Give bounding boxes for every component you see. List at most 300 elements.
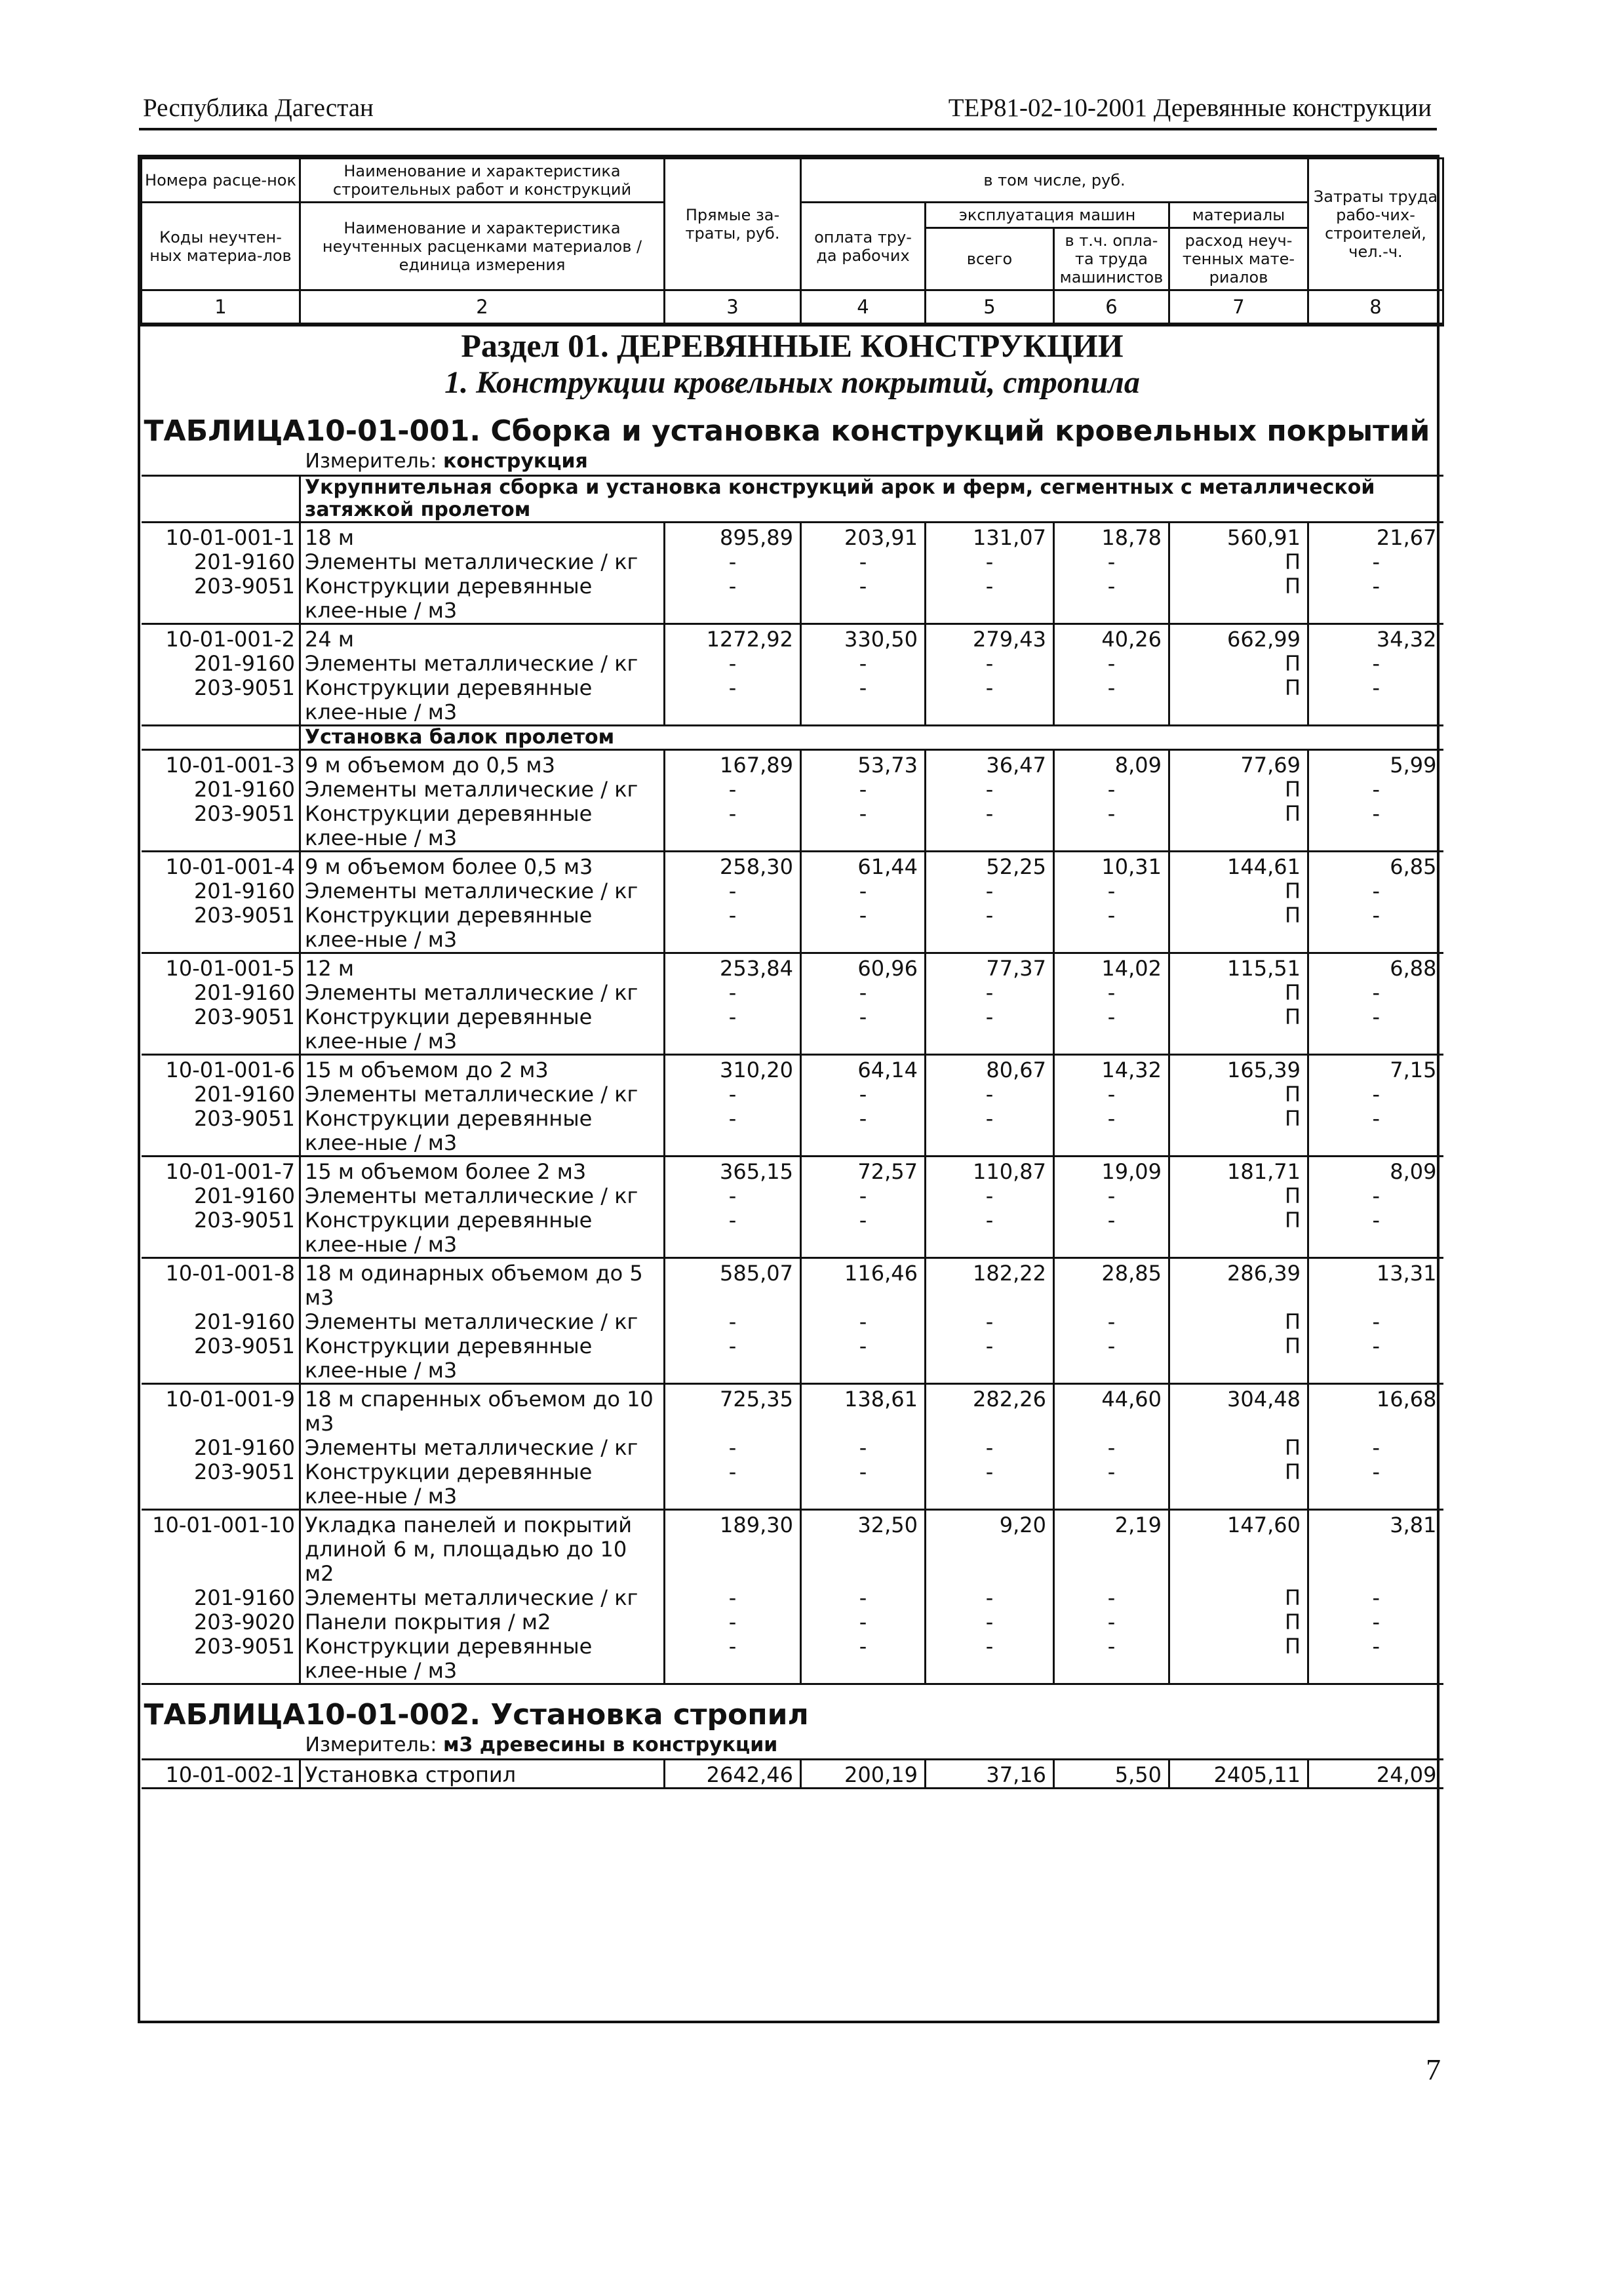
material-dash: - — [926, 574, 1054, 624]
rate-row — [142, 1258, 1443, 1311]
material-row — [142, 903, 1443, 953]
rate-name: 15 м объемом до 2 м3 — [300, 1055, 665, 1083]
machine-cost: 110,87 — [926, 1157, 1054, 1185]
rate-name: 9 м объемом до 0,5 м3 — [300, 750, 665, 778]
material-dash: - — [665, 652, 801, 676]
rate-code: 10-01-001-10 — [142, 1510, 300, 1587]
page-number: 7 — [1426, 2053, 1441, 2086]
material-row — [142, 1436, 1443, 1460]
rate-code: 10-01-002-1 — [142, 1760, 300, 1789]
material-cost: 115,51 — [1169, 953, 1308, 981]
material-dash: - — [1054, 1460, 1169, 1510]
material-row — [142, 1082, 1443, 1107]
material-dash: - — [1372, 651, 1381, 676]
material-dash: - — [926, 1334, 1054, 1384]
material-dash: - — [665, 1436, 801, 1460]
operator-cost: 18,78 — [1054, 523, 1169, 551]
material-row — [142, 676, 1443, 726]
material-dash: - — [1054, 981, 1169, 1005]
material-row — [142, 1310, 1443, 1334]
material-dash: - — [665, 1310, 801, 1334]
operator-cost: 28,85 — [1054, 1258, 1169, 1311]
material-dash: - — [665, 903, 801, 953]
material-row — [142, 574, 1443, 624]
col5-header: всего — [926, 228, 1054, 290]
labor-cost: 138,61 — [801, 1384, 926, 1436]
material-flag: П — [1169, 1184, 1308, 1208]
material-dash: - — [801, 652, 926, 676]
material-dash: - — [801, 1310, 926, 1334]
incl-header: в том числе, руб. — [801, 159, 1308, 203]
col7-header: расход неуч-тенных мате-риалов — [1169, 228, 1308, 290]
material-dash: - — [665, 1082, 801, 1107]
header-document-code: ТЕР81-02-10-2001 Деревянные конструкции — [948, 94, 1432, 122]
material-dash: - — [801, 981, 926, 1005]
material-name: Элементы металлические / кг — [300, 652, 665, 676]
direct-cost: 365,15 — [665, 1157, 801, 1185]
material-dash: - — [1054, 802, 1169, 852]
labor-hours: 5,99 — [1308, 750, 1443, 778]
material-flag: П — [1169, 676, 1308, 726]
material-name: Конструкции деревянные клее-ные / м3 — [300, 903, 665, 953]
section-title: Раздел 01. ДЕРЕВЯННЫЕ КОНСТРУКЦИИ — [461, 327, 1124, 364]
rate-code: 10-01-001-9 — [142, 1384, 300, 1436]
material-dash: - — [1372, 777, 1381, 802]
material-dash: - — [1054, 1334, 1169, 1384]
direct-cost: 895,89 — [665, 523, 801, 551]
operator-cost: 5,50 — [1054, 1760, 1169, 1789]
rate-row — [142, 624, 1443, 652]
machine-cost: 36,47 — [926, 750, 1054, 778]
material-dash: - — [926, 1184, 1054, 1208]
material-flag: П — [1169, 1460, 1308, 1510]
material-dash: - — [665, 550, 801, 574]
material-dash: - — [1372, 903, 1381, 928]
material-dash: - — [665, 1184, 801, 1208]
material-name: Элементы металлические / кг — [300, 1184, 665, 1208]
direct-cost: 2642,46 — [665, 1760, 801, 1789]
labor-hours: 34,32 — [1308, 624, 1443, 652]
material-code: 203-9020 — [142, 1610, 300, 1634]
operator-cost: 44,60 — [1054, 1384, 1169, 1436]
operator-cost: 2,19 — [1054, 1510, 1169, 1587]
rates-table — [140, 157, 1444, 1789]
material-row — [142, 1184, 1443, 1208]
rate-name: 18 м одинарных объемом до 5 м3 — [300, 1258, 665, 1311]
measure-label: Измеритель: — [305, 1733, 437, 1756]
material-code: 203-9051 — [142, 1634, 300, 1684]
material-dash: - — [665, 1005, 801, 1055]
material-dash: - — [1372, 1082, 1381, 1107]
measure-value: м3 древесины в конструкции — [442, 1733, 778, 1756]
direct-cost: 189,30 — [665, 1510, 801, 1587]
material-dash: - — [926, 652, 1054, 676]
rate-code: 10-01-001-8 — [142, 1258, 300, 1311]
material-code: 203-9051 — [142, 1334, 300, 1384]
material-dash: - — [1054, 574, 1169, 624]
material-row — [142, 1586, 1443, 1610]
material-dash: - — [1054, 1005, 1169, 1055]
material-dash: - — [665, 1460, 801, 1510]
measure-label: Измеритель: — [305, 450, 437, 473]
material-flag: П — [1169, 1334, 1308, 1384]
col-number-7: 7 — [1169, 290, 1308, 325]
rate-name: 9 м объемом более 0,5 м3 — [300, 852, 665, 880]
operator-cost: 40,26 — [1054, 624, 1169, 652]
material-dash: - — [801, 1460, 926, 1510]
labor-cost: 32,50 — [801, 1510, 926, 1587]
group-title-arches: Укрупнительная сборка и установка конструкций арок и ферм, сегментных с металлической затяжкой пролетом — [300, 476, 1443, 523]
operator-cost: 10,31 — [1054, 852, 1169, 880]
material-dash: - — [801, 903, 926, 953]
machine-cost: 80,67 — [926, 1055, 1054, 1083]
material-flag: П — [1169, 574, 1308, 624]
material-code: 201-9160 — [142, 981, 300, 1005]
rate-row — [142, 1157, 1443, 1185]
material-dash: - — [1054, 1208, 1169, 1258]
material-dash: - — [1054, 1586, 1169, 1610]
material-dash: - — [1054, 1436, 1169, 1460]
material-flag: П — [1169, 1310, 1308, 1334]
material-dash: - — [801, 1634, 926, 1684]
material-dash: - — [801, 879, 926, 903]
material-cost: 165,39 — [1169, 1055, 1308, 1083]
direct-cost: 258,30 — [665, 852, 801, 880]
materials-header: материалы — [1169, 203, 1308, 228]
machine-cost: 9,20 — [926, 1510, 1054, 1587]
material-dash: - — [665, 676, 801, 726]
labor-cost: 61,44 — [801, 852, 926, 880]
labor-hours: 8,09 — [1308, 1157, 1443, 1185]
rate-code: 10-01-001-4 — [142, 852, 300, 880]
material-dash: - — [665, 1634, 801, 1684]
material-flag: П — [1169, 1005, 1308, 1055]
col-number-3: 3 — [665, 290, 801, 325]
material-dash: - — [801, 1334, 926, 1384]
material-dash: - — [1054, 778, 1169, 802]
material-dash: - — [926, 1310, 1054, 1334]
material-cost: 77,69 — [1169, 750, 1308, 778]
labor-hours: 13,31 — [1308, 1258, 1443, 1311]
material-dash: - — [926, 1634, 1054, 1684]
material-dash: - — [926, 879, 1054, 903]
material-dash: - — [1054, 1310, 1169, 1334]
material-dash: - — [1372, 1585, 1381, 1610]
direct-cost: 725,35 — [665, 1384, 801, 1436]
material-flag: П — [1169, 550, 1308, 574]
material-name: Элементы металлические / кг — [300, 981, 665, 1005]
machine-cost: 37,16 — [926, 1760, 1054, 1789]
direct-cost: 310,20 — [665, 1055, 801, 1083]
material-dash: - — [1372, 1309, 1381, 1334]
material-name: Конструкции деревянные клее-ные / м3 — [300, 1334, 665, 1384]
material-dash: - — [1054, 1610, 1169, 1634]
material-row — [142, 1334, 1443, 1384]
material-code: 203-9051 — [142, 802, 300, 852]
material-dash: - — [801, 802, 926, 852]
material-cost: 147,60 — [1169, 1510, 1308, 1587]
material-name: Конструкции деревянные клее-ные / м3 — [300, 574, 665, 624]
labor-cost: 53,73 — [801, 750, 926, 778]
material-code: 201-9160 — [142, 1082, 300, 1107]
rate-row — [142, 953, 1443, 981]
machine-cost: 279,43 — [926, 624, 1054, 652]
rate-code: 10-01-001-1 — [142, 523, 300, 551]
rate-row — [142, 1384, 1443, 1436]
material-dash: - — [1372, 1004, 1381, 1029]
material-dash: - — [665, 1107, 801, 1157]
labor-cost: 72,57 — [801, 1157, 926, 1185]
material-dash: - — [665, 1586, 801, 1610]
rate-code: 10-01-001-6 — [142, 1055, 300, 1083]
material-name: Конструкции деревянные клее-ные / м3 — [300, 1460, 665, 1510]
header-rule — [139, 128, 1437, 130]
material-dash: - — [665, 1334, 801, 1384]
material-flag: П — [1169, 1634, 1308, 1684]
rate-name: 15 м объемом более 2 м3 — [300, 1157, 665, 1185]
material-cost: 560,91 — [1169, 523, 1308, 551]
rate-row — [142, 523, 1443, 551]
table2-measure — [300, 1732, 1443, 1760]
direct-cost: 253,84 — [665, 953, 801, 981]
material-name: Элементы металлические / кг — [300, 778, 665, 802]
material-dash: - — [665, 1208, 801, 1258]
material-code: 203-9051 — [142, 903, 300, 953]
rates-sheet — [138, 155, 1440, 2023]
labor-hours: 24,09 — [1308, 1760, 1443, 1789]
material-flag: П — [1169, 1082, 1308, 1107]
material-dash: - — [665, 802, 801, 852]
material-name: Конструкции деревянные клее-ные / м3 — [300, 1208, 665, 1258]
material-dash: - — [926, 1082, 1054, 1107]
material-dash: - — [926, 1460, 1054, 1510]
material-row — [142, 1208, 1443, 1258]
material-dash: - — [1372, 1208, 1381, 1233]
material-code: 203-9051 — [142, 574, 300, 624]
material-dash: - — [665, 879, 801, 903]
col6-header: в т.ч. опла-та труда машинистов — [1054, 228, 1169, 290]
labor-hours: 6,85 — [1308, 852, 1443, 880]
col2-bottom-header: Наименование и характеристика неучтенных расценками материалов / единица измерения — [300, 203, 665, 290]
material-dash: - — [801, 1610, 926, 1634]
rate-code: 10-01-001-5 — [142, 953, 300, 981]
material-dash: - — [926, 1610, 1054, 1634]
labor-cost: 200,19 — [801, 1760, 926, 1789]
material-name: Конструкции деревянные клее-ные / м3 — [300, 676, 665, 726]
material-dash: - — [926, 981, 1054, 1005]
material-dash: - — [1054, 1082, 1169, 1107]
material-row — [142, 778, 1443, 802]
col4-header: оплата тру-да рабочих — [801, 203, 926, 290]
material-code: 203-9051 — [142, 1208, 300, 1258]
material-cost: 662,99 — [1169, 624, 1308, 652]
table1-title: 10-01-001. Сборка и установка конструкций кровельных покрытий — [305, 414, 1430, 448]
rate-name: 18 м спаренных объемом до 10 м3 — [300, 1384, 665, 1436]
material-name: Конструкции деревянные клее-ные / м3 — [300, 1107, 665, 1157]
material-code: 201-9160 — [142, 652, 300, 676]
material-dash: - — [801, 778, 926, 802]
machine-cost: 131,07 — [926, 523, 1054, 551]
labor-hours: 6,88 — [1308, 953, 1443, 981]
material-dash: - — [926, 778, 1054, 802]
material-cost: 144,61 — [1169, 852, 1308, 880]
rate-code: 10-01-001-3 — [142, 750, 300, 778]
direct-cost: 1272,92 — [665, 624, 801, 652]
material-code: 203-9051 — [142, 1460, 300, 1510]
material-flag: П — [1169, 879, 1308, 903]
material-dash: - — [1372, 1634, 1381, 1659]
material-dash: - — [926, 1208, 1054, 1258]
material-row — [142, 802, 1443, 852]
material-dash: - — [801, 1436, 926, 1460]
material-dash: - — [1054, 1184, 1169, 1208]
material-row — [142, 1460, 1443, 1510]
material-cost: 181,71 — [1169, 1157, 1308, 1185]
col8-header: Затраты труда рабо-чих-строителей, чел.-ч. — [1308, 159, 1443, 290]
material-dash: - — [926, 802, 1054, 852]
material-flag: П — [1169, 652, 1308, 676]
material-name: Элементы металлические / кг — [300, 1436, 665, 1460]
machine-cost: 77,37 — [926, 953, 1054, 981]
material-dash: - — [801, 550, 926, 574]
material-name: Элементы металлические / кг — [300, 1586, 665, 1610]
col-number-8: 8 — [1308, 290, 1443, 325]
rate-code: 10-01-001-2 — [142, 624, 300, 652]
material-dash: - — [926, 1586, 1054, 1610]
material-code: 201-9160 — [142, 1184, 300, 1208]
operator-cost: 14,32 — [1054, 1055, 1169, 1083]
col1-top-header: Номера расце-нок — [142, 159, 300, 203]
material-dash: - — [1372, 879, 1381, 903]
labor-hours: 21,67 — [1308, 523, 1443, 551]
material-dash: - — [801, 1586, 926, 1610]
col1-bottom-header: Коды неучтен-ных материа-лов — [142, 203, 300, 290]
material-dash: - — [1054, 1634, 1169, 1684]
material-dash: - — [801, 1107, 926, 1157]
material-dash: - — [1054, 903, 1169, 953]
material-dash: - — [1054, 1107, 1169, 1157]
rate-row — [142, 1055, 1443, 1083]
material-flag: П — [1169, 903, 1308, 953]
operator-cost: 8,09 — [1054, 750, 1169, 778]
material-dash: - — [1372, 574, 1381, 599]
material-dash: - — [801, 676, 926, 726]
material-name: Элементы металлические / кг — [300, 879, 665, 903]
table1-measure — [300, 448, 1443, 476]
material-row — [142, 1610, 1443, 1634]
material-cost: 286,39 — [1169, 1258, 1308, 1311]
material-dash: - — [1372, 1106, 1381, 1131]
material-code: 201-9160 — [142, 1586, 300, 1610]
material-flag: П — [1169, 1436, 1308, 1460]
material-row — [142, 879, 1443, 903]
material-dash: - — [1372, 1610, 1381, 1634]
material-name: Элементы металлические / кг — [300, 1082, 665, 1107]
labor-cost: 330,50 — [801, 624, 926, 652]
material-name: Элементы металлические / кг — [300, 1310, 665, 1334]
header-region: Республика Дагестан — [143, 94, 374, 122]
table2-title: 10-01-002. Установка стропил — [300, 1684, 1443, 1733]
material-dash: - — [926, 903, 1054, 953]
material-cost: 304,48 — [1169, 1384, 1308, 1436]
section-subtitle: 1. Конструкции кровельных покрытий, стропила — [444, 365, 1140, 400]
machine-cost: 282,26 — [926, 1384, 1054, 1436]
rate-row — [142, 1510, 1443, 1587]
material-dash: - — [1054, 652, 1169, 676]
material-dash: - — [1372, 549, 1381, 574]
material-row — [142, 1634, 1443, 1684]
col-number-6: 6 — [1054, 290, 1169, 325]
labor-hours: 7,15 — [1308, 1055, 1443, 1083]
machines-header: эксплуатация машин — [926, 203, 1169, 228]
rate-row — [142, 852, 1443, 880]
material-dash: - — [1372, 1459, 1381, 1484]
material-name: Элементы металлические / кг — [300, 550, 665, 574]
material-row — [142, 981, 1443, 1005]
material-flag: П — [1169, 1107, 1308, 1157]
direct-cost: 585,07 — [665, 1258, 801, 1311]
material-row — [142, 550, 1443, 574]
material-row — [142, 1005, 1443, 1055]
operator-cost: 14,02 — [1054, 953, 1169, 981]
material-dash: - — [1372, 1435, 1381, 1460]
labor-cost: 116,46 — [801, 1258, 926, 1311]
labor-hours: 16,68 — [1308, 1384, 1443, 1436]
material-dash: - — [665, 574, 801, 624]
material-dash: - — [1054, 879, 1169, 903]
rate-row — [142, 1760, 1443, 1789]
machine-cost: 182,22 — [926, 1258, 1054, 1311]
material-dash: - — [926, 1436, 1054, 1460]
operator-cost: 19,09 — [1054, 1157, 1169, 1185]
material-flag: П — [1169, 1208, 1308, 1258]
col-number-1: 1 — [142, 290, 300, 325]
rate-name: Установка стропил — [300, 1760, 665, 1789]
direct-cost: 167,89 — [665, 750, 801, 778]
material-dash: - — [1054, 676, 1169, 726]
table2-label: ТАБЛИЦА — [142, 1684, 300, 1733]
machine-cost: 52,25 — [926, 852, 1054, 880]
material-flag: П — [1169, 778, 1308, 802]
material-code: 203-9051 — [142, 1005, 300, 1055]
labor-hours: 3,81 — [1308, 1510, 1443, 1587]
material-dash: - — [801, 574, 926, 624]
material-dash: - — [665, 778, 801, 802]
rate-row — [142, 750, 1443, 778]
material-name: Панели покрытия / м2 — [300, 1610, 665, 1634]
material-dash: - — [926, 1107, 1054, 1157]
material-dash: - — [1372, 1334, 1381, 1358]
col2-top-header: Наименование и характеристика строительных работ и конструкций — [300, 159, 665, 203]
material-dash: - — [1372, 801, 1381, 826]
material-code: 203-9051 — [142, 1107, 300, 1157]
rate-name: 12 м — [300, 953, 665, 981]
material-flag: П — [1169, 1610, 1308, 1634]
material-code: 201-9160 — [142, 1436, 300, 1460]
material-dash: - — [801, 1184, 926, 1208]
material-dash: - — [1372, 980, 1381, 1005]
material-dash: - — [801, 1005, 926, 1055]
material-dash: - — [1054, 550, 1169, 574]
material-flag: П — [1169, 981, 1308, 1005]
material-name: Конструкции деревянные клее-ные / м3 — [300, 1634, 665, 1684]
measure-value: конструкция — [442, 450, 588, 473]
material-dash: - — [665, 981, 801, 1005]
material-dash: - — [1372, 1183, 1381, 1208]
material-code: 201-9160 — [142, 550, 300, 574]
rate-code: 10-01-001-7 — [142, 1157, 300, 1185]
material-code: 201-9160 — [142, 1310, 300, 1334]
